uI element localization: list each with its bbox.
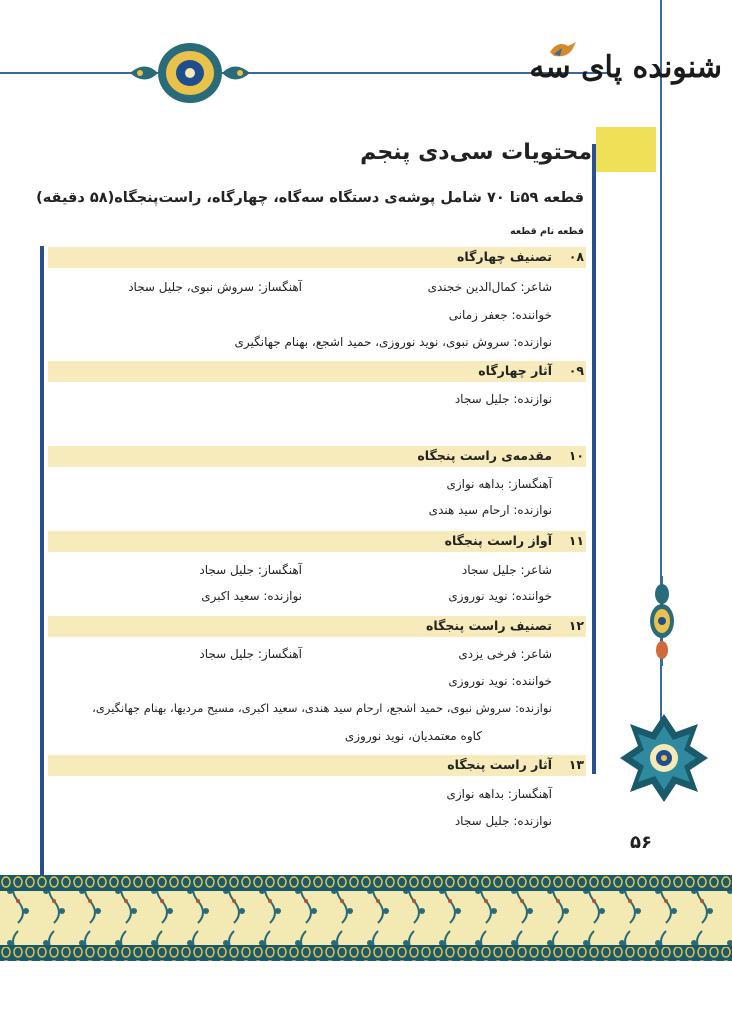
page-title: محتویات سی‌دی پنجم (360, 140, 592, 165)
track-credit: نوازنده: ارحام سید هندی (428, 503, 552, 517)
track-number: ۱۲ (568, 618, 584, 633)
logo (529, 20, 730, 120)
track-credit: کاوه معتمدیان، نوید نوروزی (344, 729, 482, 743)
track-title: تصنیف راست پنجگاه (426, 618, 552, 633)
content-right-rule (592, 144, 596, 774)
track-credit: شاعر: فرخی یزدی (458, 647, 552, 661)
track-credit: آهنگساز: بداهه نوازی (446, 787, 552, 801)
track-credit: شاعر: جلیل سجاد (461, 563, 552, 577)
track-credit: نوازنده: جلیل سجاد (454, 814, 552, 828)
side-pendant-ornament-icon (648, 576, 676, 666)
track-number: ۱۰ (568, 448, 584, 463)
content-left-rule (40, 246, 44, 876)
track-credit: آهنگساز: بداهه نوازی (446, 477, 552, 491)
column-header: قطعه نام قطعه (510, 226, 584, 237)
track-credit: آهنگساز: جلیل سجاد (199, 647, 302, 661)
track-credit: خواننده: نوید نوروزی (448, 674, 552, 688)
track-title: آواز راست پنجگاه (444, 533, 552, 548)
track-number: ۰۹ (568, 363, 584, 378)
gold-accent-block (596, 127, 656, 172)
header-rule (0, 72, 610, 74)
track-credit: آهنگساز: سروش نبوی، جلیل سجاد (128, 280, 302, 294)
track-title: آثار چهارگاه (478, 363, 552, 378)
track-credit: شاعر: کمال‌الدین خجندی (427, 280, 552, 294)
track-credit: نوازنده: جلیل سجاد (454, 392, 552, 406)
track-number: ۱۳ (568, 757, 584, 772)
track-credit: نوازنده: سروش نبوی، نوید نوروزی، حمید اشجع، بهنام جهانگیری (234, 335, 552, 349)
track-title: آثار راست پنجگاه (447, 757, 552, 772)
track-credit: نوازنده: سعید اکبری (201, 589, 302, 603)
track-credit: خواننده: نوید نوروزی (448, 589, 552, 603)
decorative-border-band-icon (0, 875, 732, 963)
track-credit: خواننده: جعفر زمانی (448, 308, 552, 322)
track-number: ۱۱ (568, 533, 584, 548)
track-title: مقدمه‌ی راست پنجگاه (417, 448, 552, 463)
track-title: تصنیف چهارگاه (457, 249, 552, 264)
medallion-ornament-icon (618, 712, 710, 804)
page-subtitle: قطعه ۵۹تا ۷۰ شامل پوشه‌ی دستگاه سه‌گاه، چهارگاه، راست‌پنجگاه(۵۸ دقیقه) (36, 190, 584, 206)
track-credit: آهنگساز: جلیل سجاد (199, 563, 302, 577)
track-number: ۰۸ (568, 249, 584, 264)
logo-text: شنونده پای سه (529, 50, 722, 85)
header-ornament-icon (120, 40, 260, 106)
page-number: ۵۶ (630, 832, 652, 853)
track-credit: نوازنده: سروش نبوی، حمید اشجع، ارحام سید هندی، سعید اکبری، مسیح مردیها، بهنام جهانگیری، (92, 701, 552, 715)
